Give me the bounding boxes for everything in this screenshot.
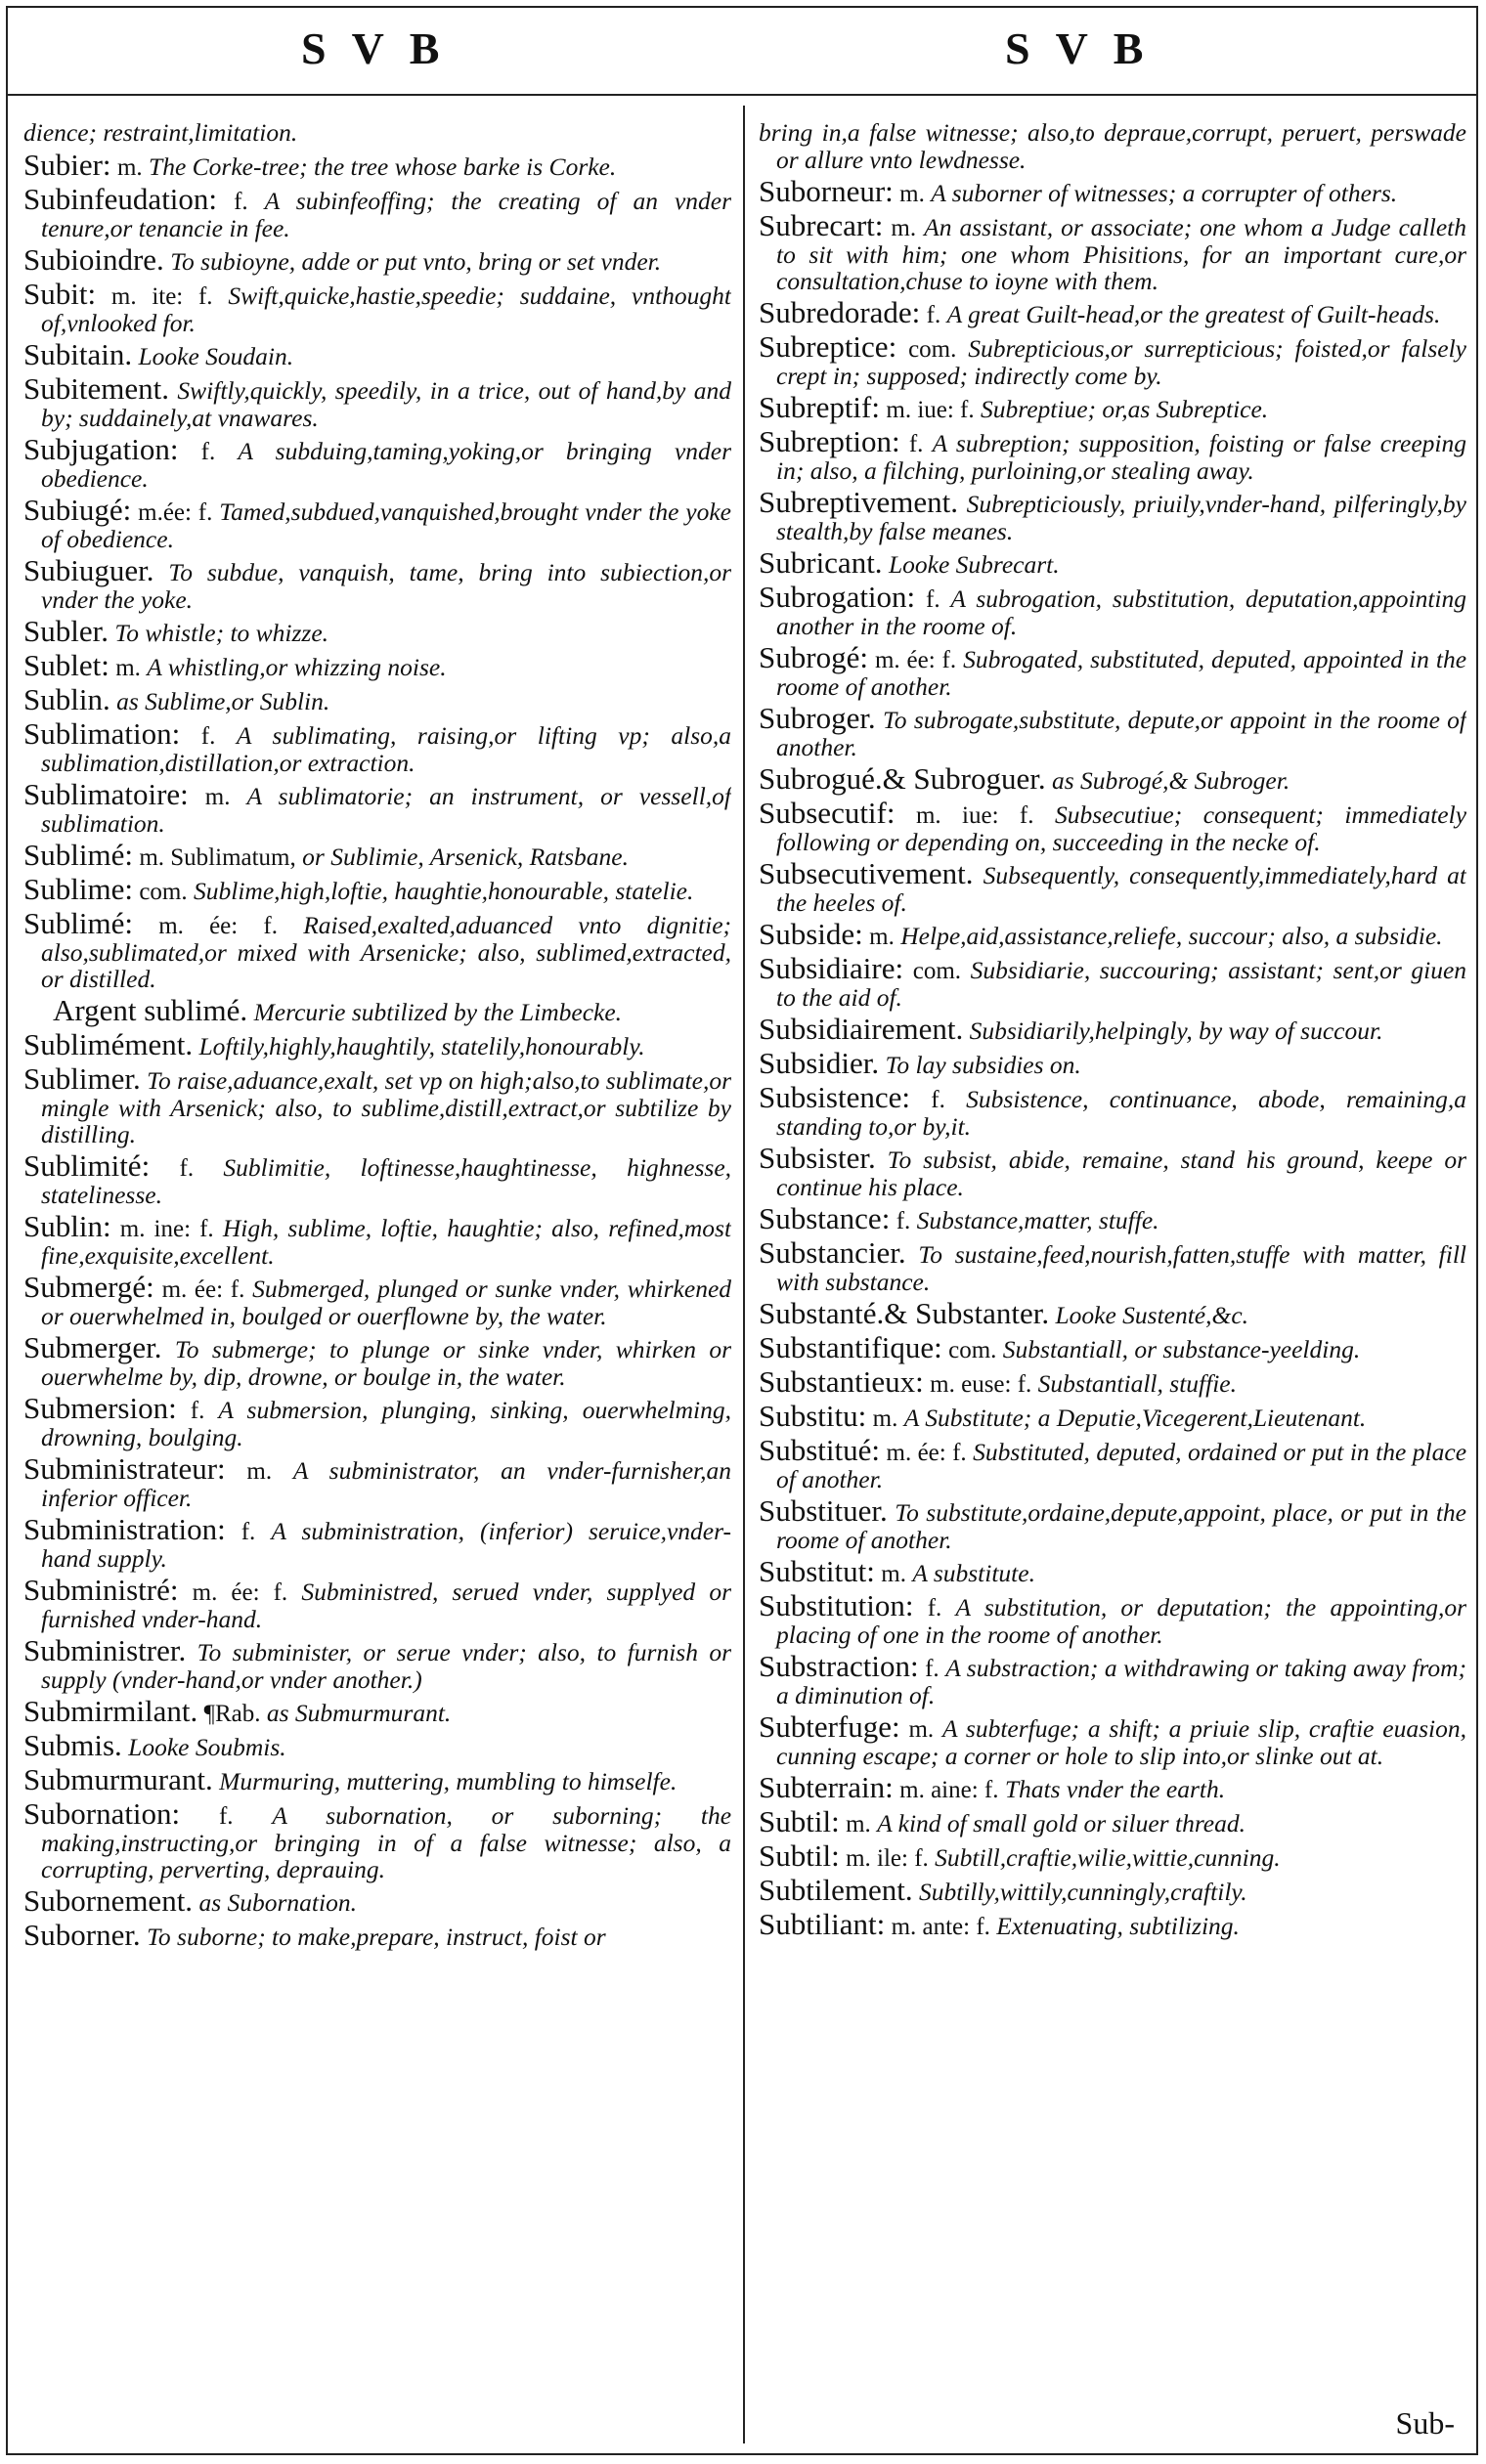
dictionary-entry (759, 1141, 1466, 1201)
entry-headword: Substitut: (759, 1554, 875, 1588)
entry-grammar-label: m. ite: f. (110, 283, 213, 310)
entry-headword: Subredorade: (759, 295, 921, 329)
dictionary-entry (23, 432, 731, 493)
entry-definition: A substitute. (912, 1559, 1035, 1587)
entry-headword: Sublimité: (23, 1148, 151, 1183)
entry-definition: To lay subsidies on. (885, 1051, 1081, 1079)
entry-headword: Subroger. (759, 701, 876, 735)
entry-grammar-label: m. (899, 181, 925, 207)
entry-headword: Submersion: (23, 1391, 177, 1425)
dictionary-entry (23, 1918, 731, 1952)
entry-definition: A submersion, plunging, sinking, ouerwhelming, drowning, boulging. (41, 1396, 731, 1451)
entry-headword: Subside: (759, 917, 863, 951)
dictionary-entry (759, 117, 1466, 173)
entry-headword: Subreptivement. (759, 485, 959, 519)
dictionary-entry (23, 614, 731, 648)
dictionary-entry (759, 329, 1466, 390)
entry-grammar-label: f. (179, 1155, 195, 1182)
dictionary-entry (759, 917, 1466, 951)
entry-headword: Substance: (759, 1201, 891, 1235)
entry-headword: Suborneur: (759, 174, 894, 208)
dictionary-entry (23, 838, 731, 872)
entry-definition: A subornation, or suborning; the making,instructing,or bringing in of a false witnesse; also, a corrupting, perverting, deprauing. (41, 1801, 731, 1883)
entry-definition: Subrepticious,or surrepticious; foisted,or falsely crept in; supposed; indirectly come by. (776, 334, 1466, 390)
dictionary-entry (23, 117, 731, 147)
entry-headword: Substitu: (759, 1399, 867, 1433)
entry-headword: Subreption: (759, 424, 900, 458)
entry-headword: Subtil: (759, 1838, 840, 1873)
entry-definition: A subduing,taming,yoking,or bringing vnder obedience. (41, 437, 731, 493)
entry-grammar-label: m. Sublimatum, (139, 844, 296, 871)
entry-grammar-label: m. ée: f. (161, 1276, 245, 1303)
entry-grammar-label: m. (846, 1811, 871, 1837)
entry-headword: Argent sublimé. (53, 993, 248, 1027)
entry-headword: Sublimé: (23, 906, 133, 940)
entry-headword: Subtil: (759, 1804, 840, 1838)
dictionary-entry (23, 1633, 731, 1694)
entry-definition: A subministration, (inferior) seruice,vnder-hand supply. (41, 1517, 731, 1573)
dictionary-entry (23, 148, 731, 182)
entry-definition: The Corke-tree; the tree whose barke is Corke. (149, 152, 617, 181)
entry-definition: Subreptiue; or,as Subreptice. (981, 395, 1269, 423)
entry-grammar-label: f. (927, 1595, 942, 1621)
dictionary-entry (759, 1554, 1466, 1588)
entry-definition: To whistle; to whizze. (114, 619, 329, 647)
entry-definition: To sustaine,feed,nourish,fatten,stuffe with matter, fill with substance. (776, 1240, 1466, 1296)
dictionary-entry (759, 1080, 1466, 1141)
entry-definition: Subsistence, continuance, abode, remaining,a standing to,or by,it. (776, 1085, 1466, 1141)
entry-headword: Subioindre. (23, 242, 164, 277)
entry-headword: Subministrateur: (23, 1451, 226, 1486)
entry-headword: Submerger. (23, 1330, 162, 1364)
dictionary-entry (759, 1235, 1466, 1296)
entry-headword: Submirmilant. (23, 1694, 198, 1728)
entry-definition: Subsecutiue; consequent; immediately following or depending on, succeeding in the necke of. (776, 800, 1466, 856)
entry-definition: A subreption; supposition, foisting or false creeping in; also, a filching, purloining,or stealing away. (776, 429, 1466, 485)
entry-grammar-label: m. euse: f. (930, 1371, 1032, 1398)
dictionary-entry (759, 761, 1466, 796)
dictionary-entry (23, 1027, 731, 1061)
entry-headword: Subministration: (23, 1512, 226, 1546)
entry-grammar-label: m. ante: f. (891, 1914, 990, 1940)
dictionary-entry (759, 951, 1466, 1012)
column-divider (743, 106, 745, 2443)
entry-headword: Subitain. (23, 337, 133, 371)
entry-headword: Sublimément. (23, 1027, 194, 1061)
entry-grammar-label: f. (240, 1519, 256, 1545)
entry-definition: Subsidiarily,helpingly, by way of succour. (969, 1016, 1383, 1045)
dictionary-entry (23, 277, 731, 337)
entry-headword: Sublimation: (23, 716, 181, 751)
dictionary-entry (23, 872, 731, 906)
entry-headword: Subministré: (23, 1573, 179, 1607)
entry-definition: A substitution, or deputation; the appointing,or placing of one in the roome of another. (776, 1593, 1466, 1649)
entry-grammar-label: m. ée: f. (192, 1579, 288, 1606)
entry-definition: Looke Soudain. (138, 342, 294, 370)
dictionary-entry (23, 1573, 731, 1633)
entry-headword: Subtiliant: (759, 1907, 886, 1941)
dictionary-entry (759, 1709, 1466, 1770)
entry-headword: Subiugé: (23, 493, 132, 527)
entry-definition: A subministrator, an vnder-furnisher,an inferior officer. (41, 1456, 731, 1512)
entry-headword: Substancier. (759, 1235, 906, 1270)
entry-grammar-label: ¶Rab. (203, 1701, 261, 1727)
running-head-left: SVB (301, 23, 465, 73)
entry-headword: Subiuguer. (23, 553, 154, 587)
dictionary-entry (23, 716, 731, 777)
dictionary-entry (759, 1588, 1466, 1649)
entry-headword: Submis. (23, 1728, 122, 1762)
entry-definition: To raise,aduance,exalt, set vp on high;also,to sublimate,or mingle with Arsenick; also, to sublime,distill,extract,or subtilize by distilling. (41, 1066, 731, 1148)
dictionary-entry (23, 993, 731, 1027)
entry-headword: Submurmurant. (23, 1762, 213, 1796)
dictionary-entry (759, 208, 1466, 295)
entry-headword: Subsidiaire: (759, 951, 904, 985)
entry-definition: A Substitute; a Deputie,Vicegerent,Lieutenant. (903, 1404, 1367, 1432)
entry-headword: Substitué: (759, 1433, 881, 1467)
entry-headword: Subsecutif: (759, 796, 896, 830)
entry-definition: Raised,exalted,aduanced vnto dignitie; also,sublimated,or mixed with Arsenicke; also, sublimed,extracted, or distilled. (41, 911, 731, 993)
dictionary-entry (759, 1012, 1466, 1046)
entry-grammar-label: f. (234, 189, 248, 215)
dictionary-entry (759, 485, 1466, 545)
entry-headword: Subrogué.& Subroguer. (759, 761, 1046, 796)
entry-definition: To subsist, abide, remaine, stand his ground, keepe or continue his place. (776, 1146, 1466, 1201)
entry-headword: Sublime: (23, 872, 133, 906)
entry-grammar-label: m. aine: f. (899, 1777, 999, 1803)
dictionary-entry (759, 1433, 1466, 1493)
dictionary-entry (759, 580, 1466, 640)
entry-definition: Mercurie subtilized by the Limbecke. (253, 998, 623, 1026)
entry-headword: Subsidier. (759, 1046, 880, 1080)
entry-definition: Sublime,high,loftie, haughtie,honourable, statelie. (194, 877, 694, 905)
entry-grammar-label: f. (190, 1398, 205, 1424)
entry-definition: Sublimitie, loftinesse,haughtinesse, highnesse, statelinesse. (41, 1153, 731, 1209)
entry-grammar-label: f. (925, 1656, 940, 1682)
entry-definition: Substantiall, or substance-yeelding. (1002, 1335, 1361, 1363)
dictionary-entry (759, 1330, 1466, 1364)
dictionary-page (6, 6, 1478, 2455)
dictionary-entry (23, 553, 731, 614)
dictionary-entry (23, 182, 731, 242)
dictionary-entry (759, 174, 1466, 208)
entry-definition: Substituted, deputed, ordained or put in the place of another. (776, 1438, 1466, 1493)
dictionary-entry (23, 1451, 731, 1512)
dictionary-entry (759, 701, 1466, 761)
dictionary-entry (759, 545, 1466, 580)
dictionary-entry (759, 1649, 1466, 1709)
dictionary-entry (23, 1512, 731, 1573)
entry-headword: Subler. (23, 614, 109, 648)
entry-definition: as Subornation. (198, 1888, 357, 1917)
page-header (8, 8, 1476, 96)
entry-headword: Subsecutivement. (759, 856, 974, 890)
left-column (23, 117, 731, 2434)
entry-definition: Looke Sustenté,&c. (1055, 1301, 1249, 1329)
entry-grammar-label: m. (869, 924, 895, 950)
dictionary-entry (23, 1883, 731, 1918)
entry-grammar-label: m. (115, 655, 141, 681)
dictionary-entry (759, 640, 1466, 701)
entry-grammar-label: m. (204, 784, 231, 810)
entry-grammar-label: com. (912, 958, 962, 984)
entry-headword: Sublimatoire: (23, 777, 189, 811)
entry-definition: Substance,matter, stuffe. (916, 1206, 1159, 1234)
entry-grammar-label: m. ine: f. (119, 1216, 214, 1242)
entry-headword: Subrogation: (759, 580, 916, 614)
entry-definition: A sublimating, raising,or lifting vp; also,a sublimation,distillation,or extraction. (41, 721, 731, 777)
dictionary-entry (23, 906, 731, 993)
entry-grammar-label: m.ée: f. (138, 499, 213, 526)
dictionary-entry (759, 1364, 1466, 1399)
entry-definition: A whistling,or whizzing noise. (147, 653, 447, 681)
entry-definition: Tamed,subdued,vanquished,brought vnder the yoke of obedience. (41, 497, 731, 553)
entry-grammar-label: f. (218, 1803, 234, 1830)
dictionary-entry (759, 796, 1466, 856)
entry-headword: Subrogé: (759, 640, 868, 674)
dictionary-entry (759, 1838, 1466, 1873)
entry-definition: To submerge; to plunge or sinke vnder, whirken or ouerwhelme by, dip, drowne, or boulge in, the water. (41, 1335, 731, 1391)
dictionary-entry (759, 424, 1466, 485)
entry-definition: To suborne; to make,prepare, instruct, foist or (147, 1923, 606, 1951)
dictionary-entry (759, 1804, 1466, 1838)
entry-grammar-label: m. (872, 1405, 898, 1432)
dictionary-entry (23, 1330, 731, 1391)
right-column (759, 117, 1466, 2434)
entry-grammar-label: m. (246, 1458, 273, 1485)
dictionary-entry (23, 1796, 731, 1883)
entry-definition: A subinfeoffing; the creating of an vnder tenure,or tenancie in fee. (41, 187, 731, 242)
entry-headword: Subtilement. (759, 1873, 913, 1907)
entry-headword: Subsidiairement. (759, 1012, 964, 1046)
entry-definition: dience; restraint,limitation. (23, 118, 298, 147)
entry-headword: Substantieux: (759, 1364, 924, 1399)
entry-grammar-label: m. (891, 215, 917, 241)
dictionary-entry (759, 295, 1466, 329)
entry-headword: Subreptif: (759, 390, 880, 424)
dictionary-entry (759, 1493, 1466, 1554)
dictionary-entry (23, 1209, 731, 1270)
dictionary-entry (23, 1694, 731, 1728)
entry-grammar-label: m. ée: f. (886, 1440, 967, 1466)
dictionary-entry (23, 337, 731, 371)
entry-definition: Subtilly,wittily,cunningly,craftily. (918, 1878, 1247, 1906)
entry-grammar-label: f. (896, 1208, 911, 1234)
dictionary-entry (759, 390, 1466, 424)
entry-headword: Subricant. (759, 545, 883, 580)
entry-definition: Swiftly,quickly, speedily, in a trice, out of hand,by and by; suddainely,at vnawares. (41, 376, 731, 432)
entry-headword: Subterrain: (759, 1770, 894, 1804)
entry-definition: Subtill,craftie,wilie,wittie,cunning. (935, 1843, 1281, 1872)
entry-headword: Subreptice: (759, 329, 897, 364)
dictionary-entry (23, 242, 731, 277)
entry-definition: Substantiall, stuffie. (1037, 1369, 1237, 1398)
entry-headword: Subsistence: (759, 1080, 910, 1114)
entry-definition: A sublimatorie; an instrument, or vessell,of sublimation. (41, 782, 731, 838)
entry-definition: Loftily,highly,haughtily, statelily,honourably. (198, 1032, 645, 1060)
entry-definition: A suborner of witnesses; a corrupter of others. (931, 179, 1398, 207)
entry-grammar-label: f. (200, 723, 216, 750)
entry-grammar-label: m. ée: f. (158, 913, 278, 939)
entry-headword: Subsister. (759, 1141, 876, 1175)
entry-headword: Subier: (23, 148, 111, 182)
entry-grammar-label: com. (139, 879, 188, 905)
dictionary-entry (23, 682, 731, 716)
entry-headword: Subitement. (23, 371, 169, 406)
dictionary-entry (23, 1728, 731, 1762)
dictionary-entry (759, 1296, 1466, 1330)
entry-headword: Sublin: (23, 1209, 111, 1243)
dictionary-entry (759, 1201, 1466, 1235)
dictionary-entry (23, 648, 731, 682)
entry-headword: Substanté.& Substanter. (759, 1296, 1050, 1330)
entry-grammar-label: com. (948, 1337, 997, 1363)
entry-definition: Subministred, serued vnder, supplyed or furnished vnder-hand. (41, 1578, 731, 1633)
dictionary-entry (759, 1873, 1466, 1907)
entry-definition: A subterfuge; a shift; a priuie slip, craftie euasion, cunning escape; a corner or hole to slip into,or slinke out at. (776, 1714, 1466, 1770)
dictionary-entry (759, 1399, 1466, 1433)
catchword: Sub- (1395, 2405, 1455, 2441)
dictionary-entry (759, 1907, 1466, 1941)
entry-grammar-label: m. iue: f. (915, 802, 1034, 829)
entry-definition: Subsequently, consequently,immediately,hard at the heeles of. (776, 861, 1466, 917)
entry-definition: To subioyne, adde or put vnto, bring or set vnder. (170, 247, 662, 276)
entry-definition: Helpe,aid,assistance,reliefe, succour; also, a subsidie. (900, 922, 1443, 950)
entry-headword: Subterfuge: (759, 1709, 900, 1744)
entry-headword: Subit: (23, 277, 97, 311)
entry-grammar-label: m. iue: f. (886, 397, 975, 423)
dictionary-entry (23, 371, 731, 432)
entry-headword: Sublimer. (23, 1061, 141, 1096)
entry-definition: Thats vnder the earth. (1004, 1775, 1226, 1803)
dictionary-entry (23, 1270, 731, 1330)
entry-definition: Murmuring, muttering, mumbling to himselfe. (219, 1767, 677, 1795)
entry-definition: or Sublimie, Arsenick, Ratsbane. (302, 843, 629, 871)
entry-definition: Submerged, plunged or sunke vnder, whirkened or ouerwhelmed in, boulged or ouerflowne by, the water. (41, 1275, 731, 1330)
entry-grammar-label: m. (116, 154, 143, 181)
entry-definition: Looke Subrecart. (888, 550, 1060, 579)
entry-grammar-label: m. (881, 1561, 906, 1587)
entry-grammar-label: f. (200, 439, 216, 465)
dictionary-entry (23, 1762, 731, 1796)
entry-definition: To substitute,ordaine,depute,appoint, place, or put in the roome of another. (776, 1498, 1466, 1554)
entry-headword: Subrecart: (759, 208, 884, 242)
entry-grammar-label: m. (908, 1716, 935, 1743)
entry-definition: To subdue, vanquish, tame, bring into subiection,or vnder the yoke. (41, 558, 731, 614)
entry-definition: Swift,quicke,hastie,speedie; suddaine, vnthought of,vnlooked for. (41, 281, 731, 337)
entry-grammar-label: f. (926, 586, 940, 613)
entry-headword: Substitution: (759, 1588, 914, 1622)
entry-grammar-label: f. (926, 302, 941, 328)
entry-headword: Subornement. (23, 1883, 194, 1918)
entry-definition: Extenuating, subtilizing. (996, 1912, 1240, 1940)
dictionary-entry (23, 1061, 731, 1148)
entry-definition: A substraction; a withdrawing or taking away from; a diminution of. (776, 1654, 1466, 1709)
entry-definition: A subrogation, substitution, deputation,appointing another in the roome of. (776, 584, 1466, 640)
entry-headword: Suborner. (23, 1918, 141, 1952)
entry-definition: A kind of small gold or siluer thread. (877, 1809, 1246, 1837)
entry-grammar-label: com. (908, 336, 957, 363)
dictionary-entry (23, 493, 731, 553)
entry-definition: bring in,a false witnesse; also,to depraue,corrupt, peruert, perswade or allure vnto lewdnesse. (759, 118, 1466, 174)
running-head-right: SVB (1005, 23, 1169, 73)
entry-headword: Substraction: (759, 1649, 919, 1683)
entry-definition: as Sublime,or Sublin. (116, 687, 330, 715)
entry-definition: as Submurmurant. (266, 1699, 452, 1727)
entry-definition: To subminister, or serue vnder; also, to furnish or supply (vnder-hand,or vnder another.) (41, 1638, 731, 1694)
dictionary-entry (23, 777, 731, 838)
entry-headword: Subornation: (23, 1796, 181, 1831)
entry-headword: Substantifique: (759, 1330, 942, 1364)
entry-definition: A great Guilt-head,or the greatest of Guilt-heads. (946, 300, 1441, 328)
entry-headword: Submergé: (23, 1270, 154, 1304)
dictionary-entry (759, 856, 1466, 917)
entry-definition: as Subrogé,& Subroger. (1052, 766, 1290, 795)
entry-grammar-label: m. ée: f. (874, 647, 957, 673)
entry-headword: Subjugation: (23, 432, 179, 466)
entry-headword: Sublimé: (23, 838, 133, 872)
entry-headword: Sublin. (23, 682, 110, 716)
dictionary-entry (23, 1391, 731, 1451)
entry-definition: Subrogated, substituted, deputed, appointed in the roome of another. (776, 645, 1466, 701)
entry-definition: An assistant, or associate; one whom a Judge calleth to sit with him; one whom Phisitions, for an important cure,or consultation,chuse to ioyne with them. (776, 213, 1466, 295)
entry-definition: To subrogate,substitute, depute,or appoint in the roome of another. (776, 706, 1466, 761)
entry-definition: Subrepticiously, priuily,vnder-hand, pilferingly,by stealth,by false meanes. (776, 490, 1466, 545)
entry-headword: Subinfeudation: (23, 182, 218, 216)
entry-definition: High, sublime, loftie, haughtie; also, refined,most fine,exquisite,excellent. (41, 1214, 731, 1270)
entry-definition: Subsidiarie, succouring; assistant; sent,or giuen to the aid of. (776, 956, 1466, 1012)
entry-grammar-label: f. (931, 1087, 945, 1113)
dictionary-entry (759, 1046, 1466, 1080)
entry-headword: Substituer. (759, 1493, 888, 1528)
entry-grammar-label: m. ile: f. (846, 1845, 929, 1872)
entry-headword: Subministrer. (23, 1633, 187, 1667)
entry-definition: Looke Soubmis. (128, 1733, 286, 1761)
dictionary-entry (23, 1148, 731, 1209)
entry-headword: Sublet: (23, 648, 109, 682)
dictionary-entry (759, 1770, 1466, 1804)
entry-grammar-label: f. (908, 431, 924, 457)
